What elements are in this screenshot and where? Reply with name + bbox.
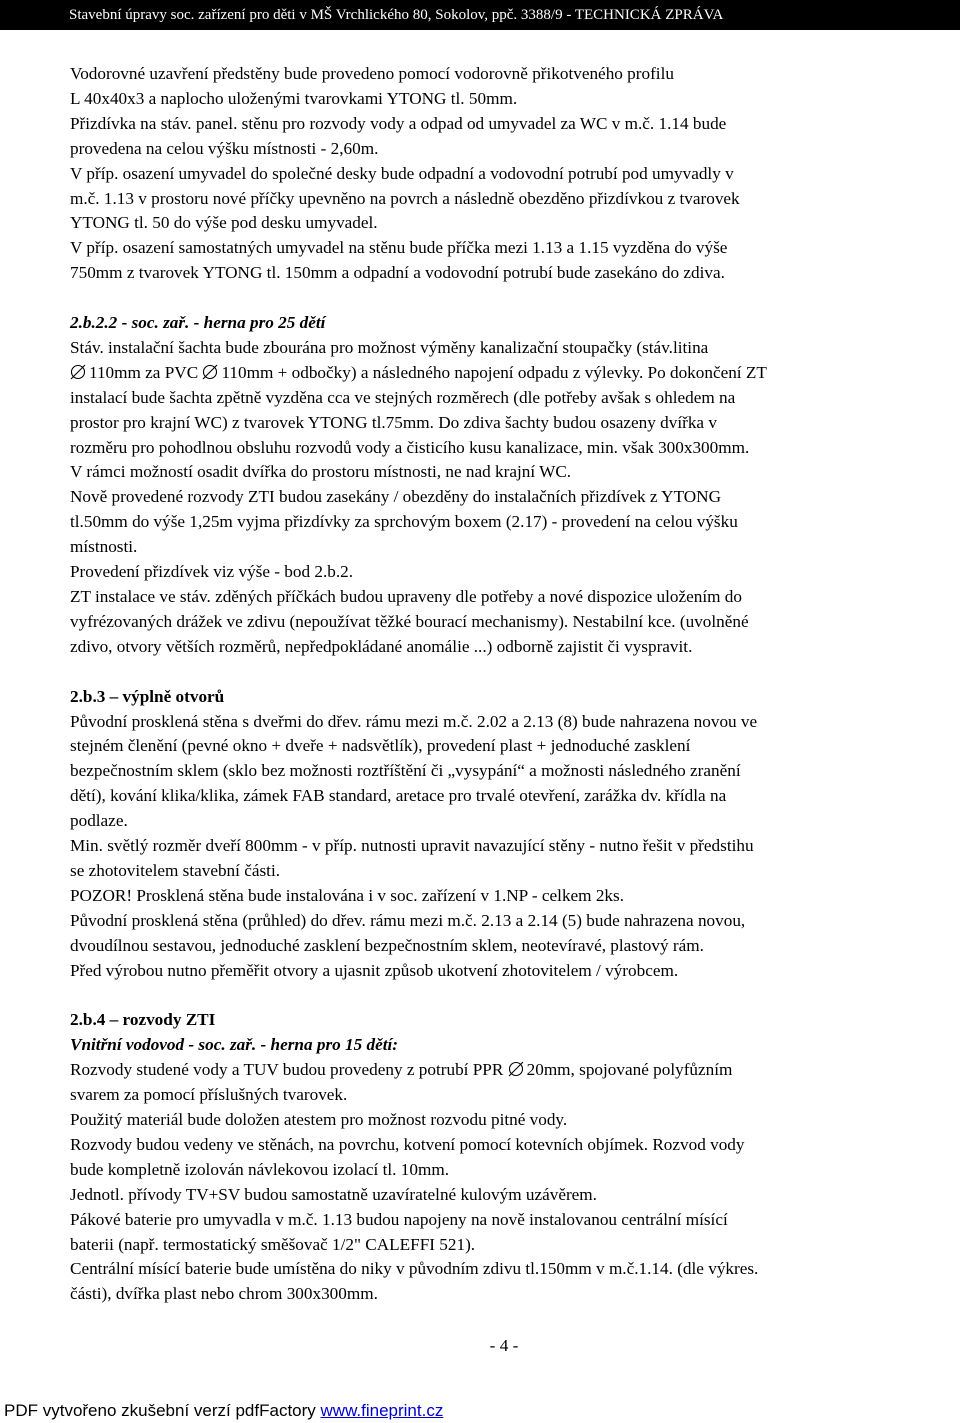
text-line: rozměru pro pohodlnou obsluhu rozvodů vody a čisticího kusu kanalizace, min. však 300x300mm.	[70, 437, 750, 457]
text-line: Přizdívka na stáv. panel. stěnu pro rozvody vody a odpad od umyvadel za WC v m.č. 1.14 bude	[70, 113, 727, 133]
section-heading-2b3: 2.b.3 – výplně otvorů	[70, 686, 225, 706]
footer-link[interactable]: www.fineprint.cz	[320, 1401, 444, 1420]
text-line: místnosti.	[70, 537, 138, 557]
text-line: Použitý materiál bude doložen atestem pro možnost rozvodu pitné vody.	[70, 1110, 568, 1130]
diameter-symbol-icon	[202, 364, 218, 380]
text-line: provedena na celou výšku místnosti - 2,60m.	[70, 138, 379, 158]
text-line: Rozvody studené vody a TUV budou provedeny z potrubí PPR 20mm, spojované polyfůzním	[70, 1060, 733, 1080]
text-line: části), dvířka plast nebo chrom 300x300mm.	[70, 1284, 378, 1304]
document-body	[70, 62, 950, 1307]
text-line: Pákové baterie pro umyvadla v m.č. 1.13 budou napojeny na nově instalovanou centrální mísící	[70, 1209, 728, 1229]
text-line: Rozvody budou vedeny ve stěnách, na povrchu, kotvení pomocí kotevních objímek. Rozvod vody	[70, 1134, 745, 1154]
header-text: Stavební úpravy soc. zařízení pro děti v MŠ Vrchlického 80, Sokolov, ppč. 3388/9 - TECHNICKÁ ZPRÁVA	[69, 7, 724, 23]
text-line: tl.50mm do výše 1,25m vyjma přizdívky za sprchovým boxem (2.17) - provedení na celou výšku	[70, 512, 738, 532]
text-line: baterii (např. termostatický směšovač 1/2" CALEFFI 521).	[70, 1234, 476, 1254]
text-line: m.č. 1.13 v prostoru nové příčky upevněno na povrch a následně obezděno přizdívkou z tvarovek	[70, 188, 740, 208]
text-line: Stáv. instalační šachta bude zbourána pro možnost výměny kanalizační stoupačky (stáv.litina	[70, 337, 709, 357]
text-line: ZT instalace ve stáv. zděných příčkách budou upraveny dle potřeby a nové dispozice uložením do	[70, 587, 742, 607]
text-line: bezpečnostním sklem (sklo bez možnosti roztříštění či „vysypání“ a možnosti následného zranění	[70, 761, 741, 781]
text-line: Nově provedené rozvody ZTI budou zasekány / obezděny do instalačních přizdívek z YTONG	[70, 487, 722, 507]
text-line: prostor pro krajní WC) z tvarovek YTONG tl.75mm. Do zdiva šachty budou osazeny dvířka v	[70, 412, 717, 432]
spacer	[70, 286, 950, 311]
page-header	[0, 0, 960, 30]
text-line: podlaze.	[70, 811, 128, 831]
diameter-symbol-icon	[508, 1061, 524, 1077]
subsection-heading: Vnitřní vodovod - soc. zař. - herna pro 15 dětí:	[70, 1035, 399, 1055]
text-line: Jednotl. přívody TV+SV budou samostatně uzavíratelné kulovým uzávěrem.	[70, 1184, 597, 1204]
text-line: V příp. osazení samostatných umyvadel na stěnu bude příčka mezi 1.13 a 1.15 vyzděna do výše	[70, 238, 728, 258]
footer-text: PDF vytvořeno zkušební verzí pdfFactory	[4, 1401, 321, 1420]
text-line: svarem za pomocí příslušných tvarovek.	[70, 1085, 348, 1105]
text-line: bude kompletně izolován návlekovou izolací tl. 10mm.	[70, 1159, 449, 1179]
text-line: Centrální mísící baterie bude umístěna do niky v původním zdivu tl.150mm v m.č.1.14. (dle výkres.	[70, 1259, 759, 1279]
section-heading-2b22: 2.b.2.2 - soc. zař. - herna pro 25 dětí	[70, 313, 326, 333]
page-number: - 4 -	[489, 1336, 519, 1355]
text-line: Před výrobou nutno přeměřit otvory a ujasnit způsob ukotvení zhotovitelem / výrobcem.	[70, 960, 679, 980]
text-line: Provedení přizdívek viz výše - bod 2.b.2.	[70, 562, 354, 582]
text-line: 110mm za PVC 110mm + odbočky) a následného napojení odpadu z výlevky. Po dokončení ZT	[70, 361, 950, 386]
text-line: 750mm z tvarovek YTONG tl. 150mm a odpadní a vodovodní potrubí bude zasekáno do zdiva.	[70, 263, 725, 283]
diameter-symbol-icon	[70, 364, 86, 380]
text-line: V příp. osazení umyvadel do společné desky bude odpadní a vodovodní potrubí pod umyvadly v	[70, 163, 734, 183]
text-line: Min. světlý rozměr dveří 800mm - v příp. nutnosti upravit navazující stěny - nutno řešit v předstihu	[70, 836, 754, 856]
text-line: POZOR! Prosklená stěna bude instalována i v soc. zařízení v 1.NP - celkem 2ks.	[70, 885, 625, 905]
text-line: V rámci možností osadit dvířka do prostoru místnosti, ne nad krajní WC.	[70, 462, 572, 482]
page-footer	[0, 1398, 960, 1423]
text-line: dětí), kování klika/klika, zámek FAB standard, aretace pro trvalé otevření, zarážka dv. křídla na	[70, 786, 727, 806]
section-heading-2b4: 2.b.4 – rozvody ZTI	[70, 1010, 216, 1030]
text-line: zdivo, otvory větších rozměrů, nepředpokládané anomálie ...) odborně zajistit či vyspravit.	[70, 636, 693, 656]
text-line: Původní prosklená stěna (průhled) do dřev. rámu mezi m.č. 2.13 a 2.14 (5) bude nahrazena novou,	[70, 910, 746, 930]
text-line: vyfrézovaných drážek ve zdivu (nepoužívat těžké bourací mechanismy). Nestabilní kce. (uvolněné	[70, 611, 749, 631]
text-line: Vodorovné uzavření předstěny bude provedeno pomocí vodorovně přikotveného profilu	[70, 64, 674, 83]
text-line: instalací bude šachta zpětně vyzděna cca ve stejných rozměrech (dle potřeby avšak s ohledem na	[70, 387, 736, 407]
spacer	[70, 660, 950, 685]
text-line: L 40x40x3 a naplocho uloženými tvarovkami YTONG tl. 50mm.	[70, 88, 518, 108]
text-line: stejném členění (pevné okno + dveře + nadsvětlík), provedení plast + jednoduché zasklení	[70, 736, 691, 756]
text-line: Původní prosklená stěna s dveřmi do dřev. rámu mezi m.č. 2.02 a 2.13 (8) bude nahrazena novou ve	[70, 711, 758, 731]
text-line: dvoudílnou sestavou, jednoduché zasklení bezpečnostním sklem, neotevíravé, plastový rám.	[70, 935, 704, 955]
text-line: se zhotovitelem stavební části.	[70, 860, 281, 880]
text-line: YTONG tl. 50 do výše pod desku umyvadel.	[70, 213, 378, 233]
spacer	[70, 984, 950, 1009]
